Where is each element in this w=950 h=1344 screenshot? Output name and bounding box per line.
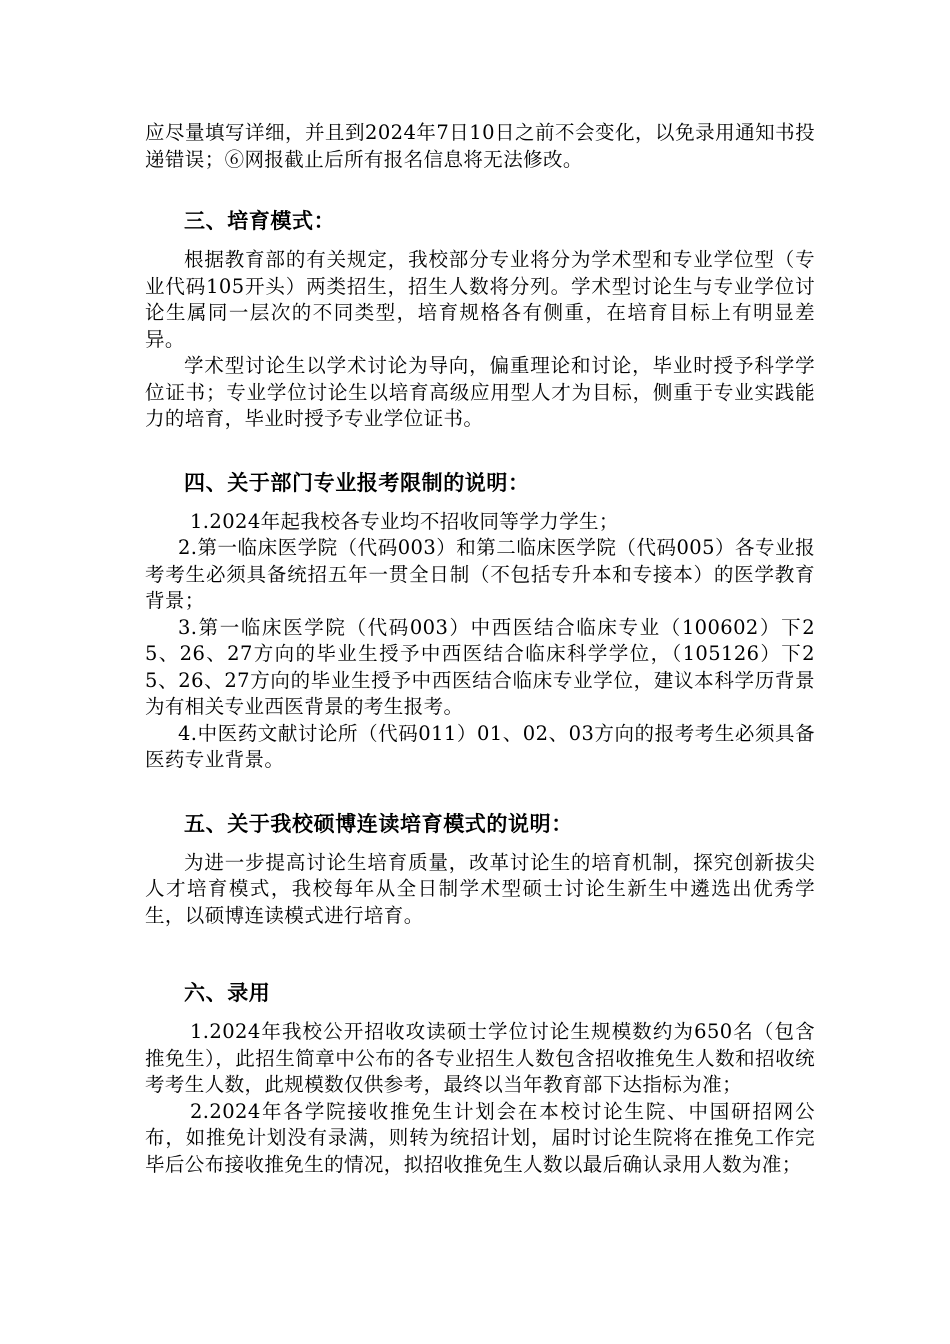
restriction-item-4: 4.中医药文献讨论所（代码011）01、02、03方向的报考考生必须具备医药专业背景。 xyxy=(145,721,815,771)
section-title-application-restrictions: 四、关于部门专业报考限制的说明： xyxy=(184,470,530,495)
master-phd-paragraph: 为进一步提高讨论生培育质量，改革讨论生的培育机制，探究创新拔尖人才培育模式，我校每年从全日制学术型硕士讨论生新生中遴选出优秀学生，以硕博连读模式进行培育。 xyxy=(145,850,815,927)
restriction-item-3: 3.第一临床医学院（代码003）中西医结合临床专业（100602）下25、26、27方向的毕业生授予中西医结合临床科学学位，（105126）下25、26、27方向的毕业生授予中西医结合临床专业学位，建议本科学历背景为有相关专业西医背景的考生报考。 xyxy=(145,615,815,718)
document-page xyxy=(145,120,815,1178)
intro-continued-paragraph: 应尽量填写详细，并且到2024年7日10日之前不会变化，以免录用通知书投递错误；⑥网报截止后所有报名信息将无法修改。 xyxy=(145,121,815,171)
section-title-admission: 六、录用 xyxy=(184,981,271,1005)
training-mode-paragraph-2: 学术型讨论生以学术讨论为导向，偏重理论和讨论，毕业时授予科学学位证书；专业学位讨论生以培育高级应用型人才为目标，侧重于专业实践能力的培育，毕业时授予专业学位证书。 xyxy=(145,354,815,430)
admission-item-1: 1.2024年我校公开招收攻读硕士学位讨论生规模数约为650名（包含推免生），此招生简章中公布的各专业招生人数包含招收推免生人数和招收统考考生人数，此规模数仅供参考，最终以当年教育部下达指标为准； xyxy=(145,1020,815,1096)
restriction-item-1: 1.2024年起我校各专业均不招收同等学力学生； xyxy=(190,509,619,533)
training-mode-paragraph-1: 根据教育部的有关规定，我校部分专业将分为学术型和专业学位型（专业代码105开头）两类招生，招生人数将分列。学术型讨论生与专业学位讨论生属同一层次的不同类型，培育规格各有侧重，在培育目标上有明显差异。 xyxy=(145,248,815,351)
section-title-master-phd-program: 五、关于我校硕博连读培育模式的说明： xyxy=(184,811,573,836)
admission-item-2: 2.2024年各学院接收推免生计划会在本校讨论生院、中国研招网公布，如推免计划没有录满，则转为统招计划，届时讨论生院将在推免工作完毕后公布接收推免生的情况，拟招收推免生人数以最后确认录用人数为准； xyxy=(145,1099,815,1176)
restriction-item-2: 2.第一临床医学院（代码003）和第二临床医学院（代码005）各专业报考考生必须具备统招五年一贯全日制（不包括专升本和专接本）的医学教育背景； xyxy=(145,536,815,612)
section-title-training-mode: 三、培育模式： xyxy=(184,209,336,233)
